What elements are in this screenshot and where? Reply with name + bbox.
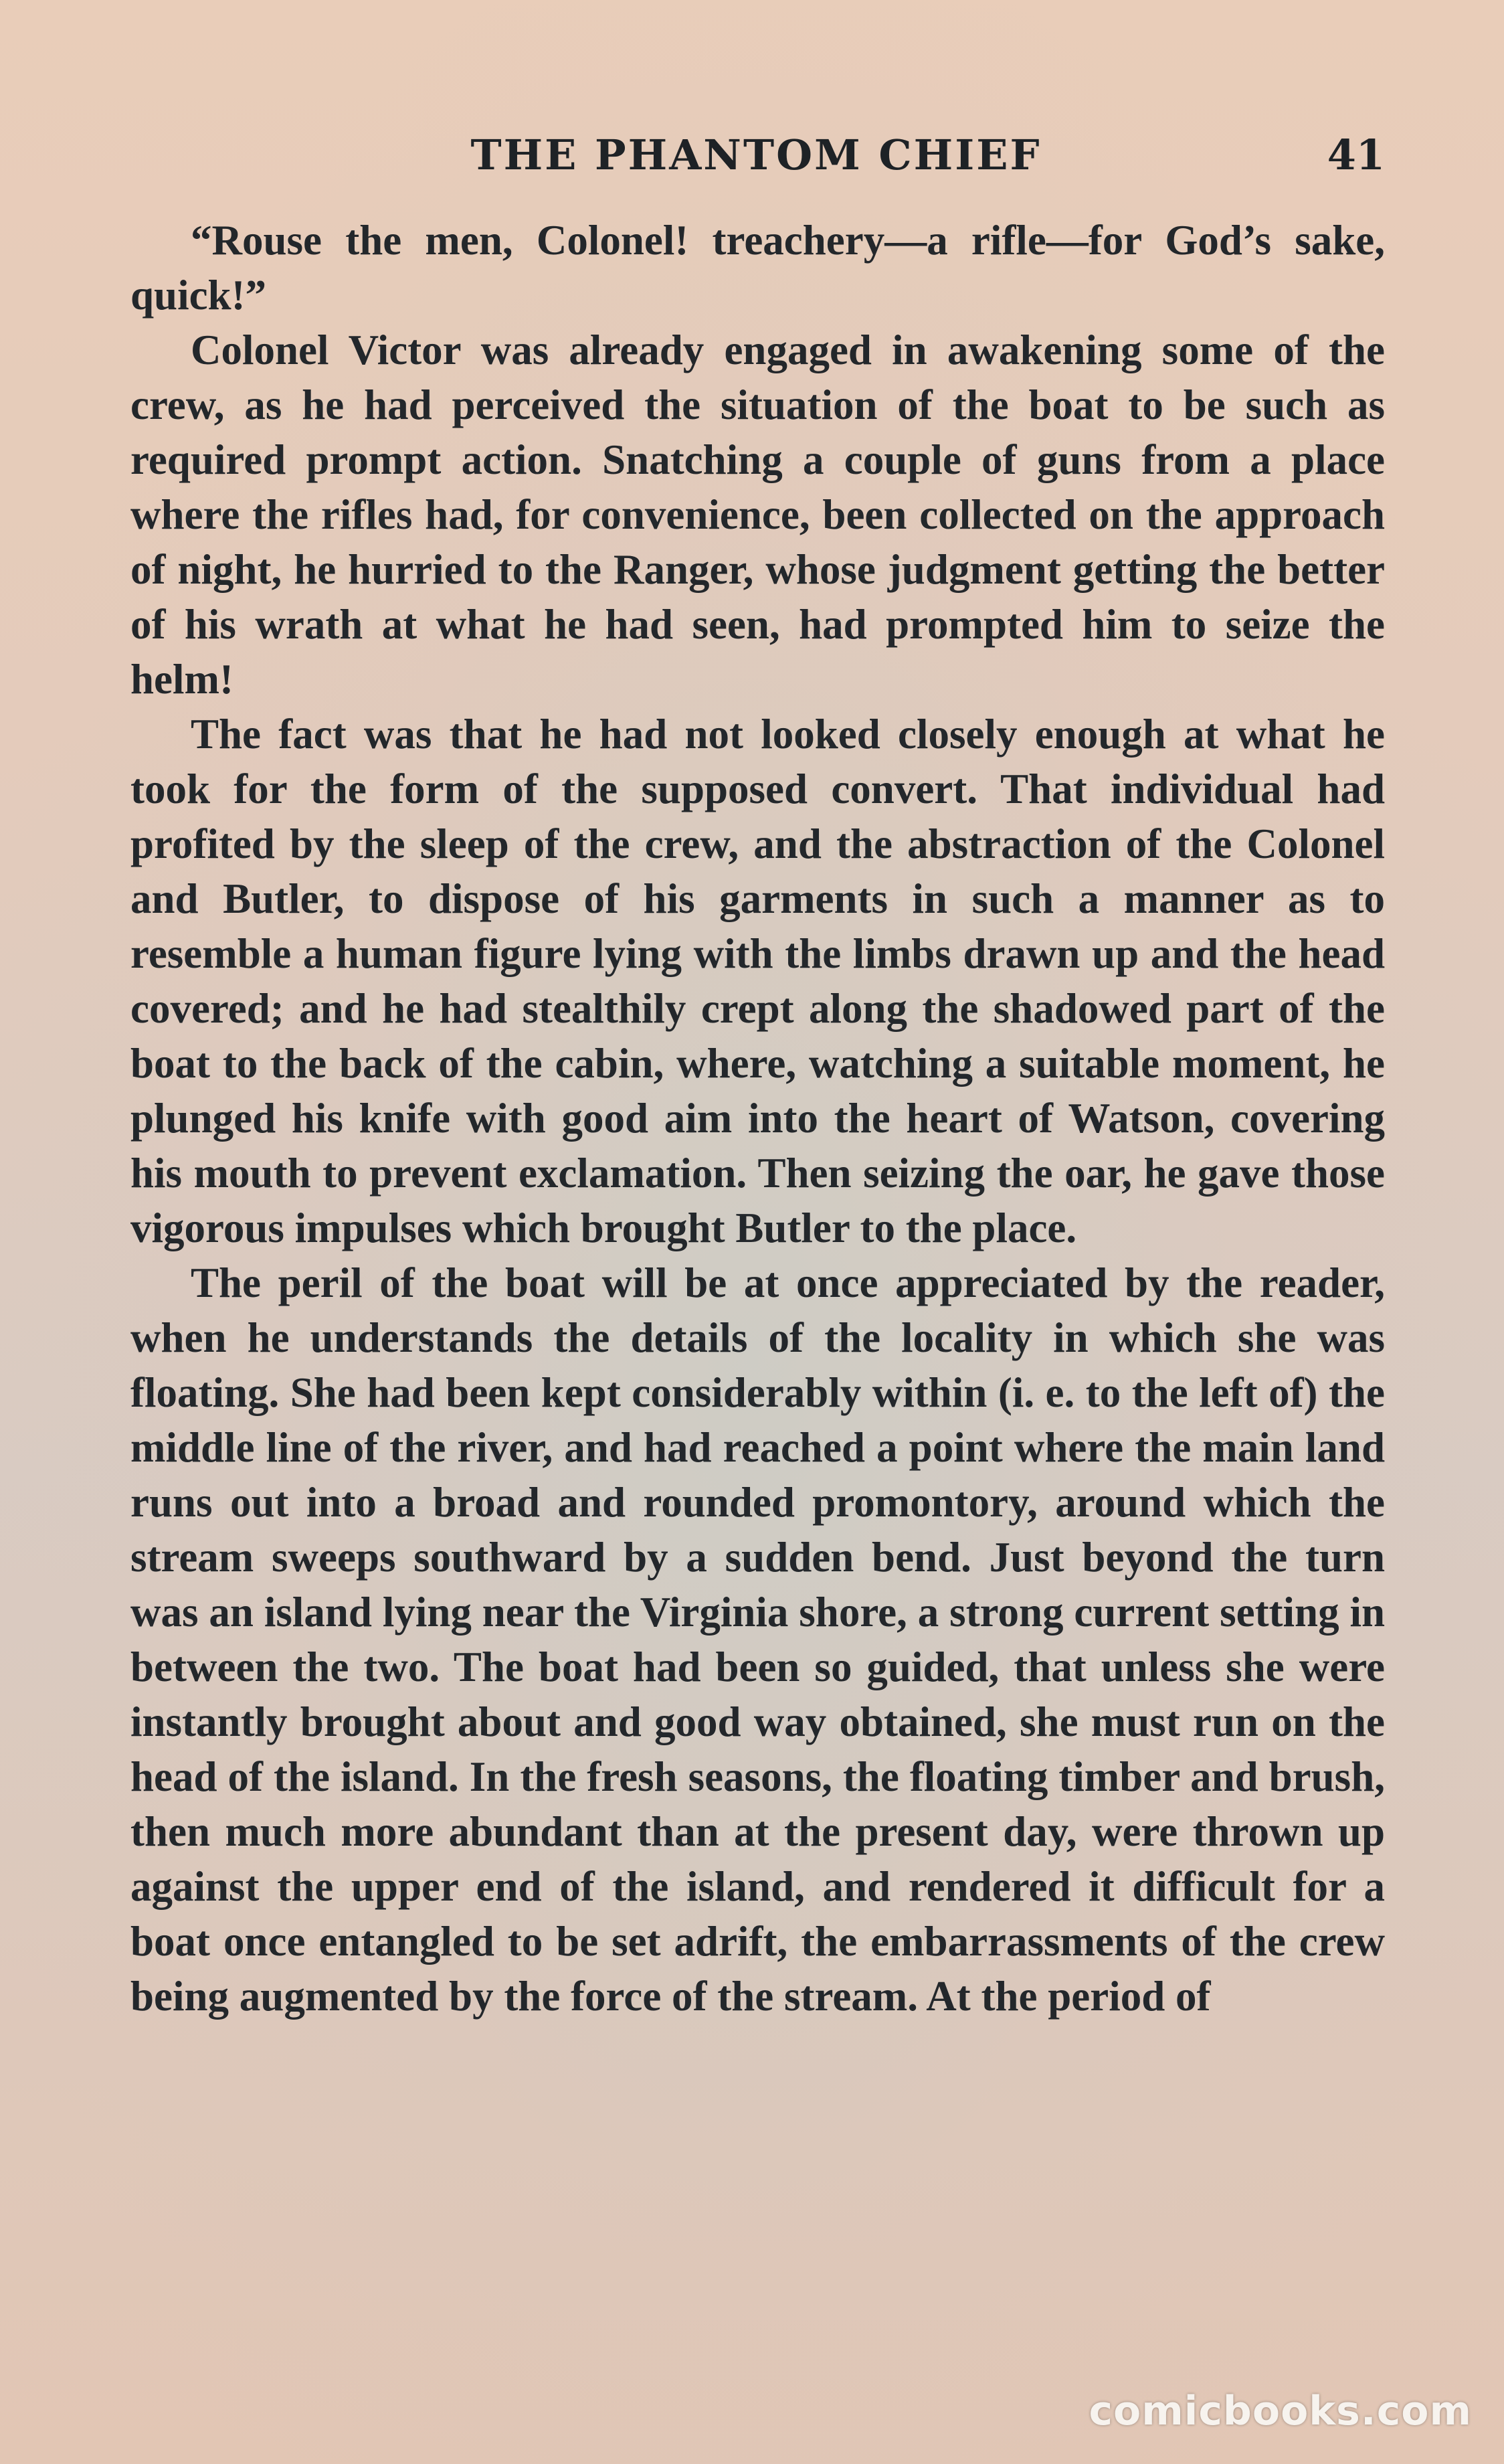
paragraph: The peril of the boat will be at once appreciated by the reader, when he understands the details of the locality in which she was floating. She had been kept considerably within (i. e. to the left of) the middle line of the river, and had reached a point where the main land runs out into a broad and rounded promontory, around which the stream sweeps southward by a sudden bend. Just beyond the turn was an island lying near the Virginia shore, a strong current setting in between the two. The boat had been so guided, that unless she were instantly brought about and good way obtained, she must run on the head of the island. In the fresh seasons, the floating timber and brush, then much more abundant than at the present day, were thrown up against the upper end of the island, and rendered it difficult for a boat once entangled to be set adrift, the embarrassments of the crew being augmented by the force of the stream. At the period of (130, 1259, 1385, 2020)
running-header (127, 130, 1385, 191)
paragraph: Colonel Victor was already engaged in awakening some of the crew, as he had perceived the situation of the boat to be such as required prompt action. Snatching a couple of guns from a place where the rifles had, for convenience, been collected on the approach of night, he hurried to the Ranger, whose judgment getting the better of his wrath at what he had seen, had prompted him to seize the helm! (130, 327, 1385, 703)
watermark: comicbooks.com (1089, 2388, 1472, 2435)
running-title: THE PHANTOM CHIEF (470, 130, 1042, 179)
paragraph: “Rouse the men, Colonel! treachery—a rifle—for God’s sake, quick!” (130, 217, 1385, 319)
page-number: 41 (1327, 130, 1385, 179)
paragraph: The fact was that he had not looked closely enough at what he took for the form of the supposed convert. That individual had profited by the sleep of the crew, and the abstraction of the Colonel and Butler, to dispose of his garments in such a manner as to resemble a human figure lying with the limbs drawn up and the head covered; and he had stealthily crept along the shadowed part of the boat to the back of the cabin, where, watching a suitable moment, he plunged his knife with good aim into the heart of Watson, covering his mouth to prevent exclamation. Then seizing the oar, he gave those vigorous impulses which brought Butler to the place. (130, 711, 1385, 1251)
body-text (130, 213, 1385, 2354)
